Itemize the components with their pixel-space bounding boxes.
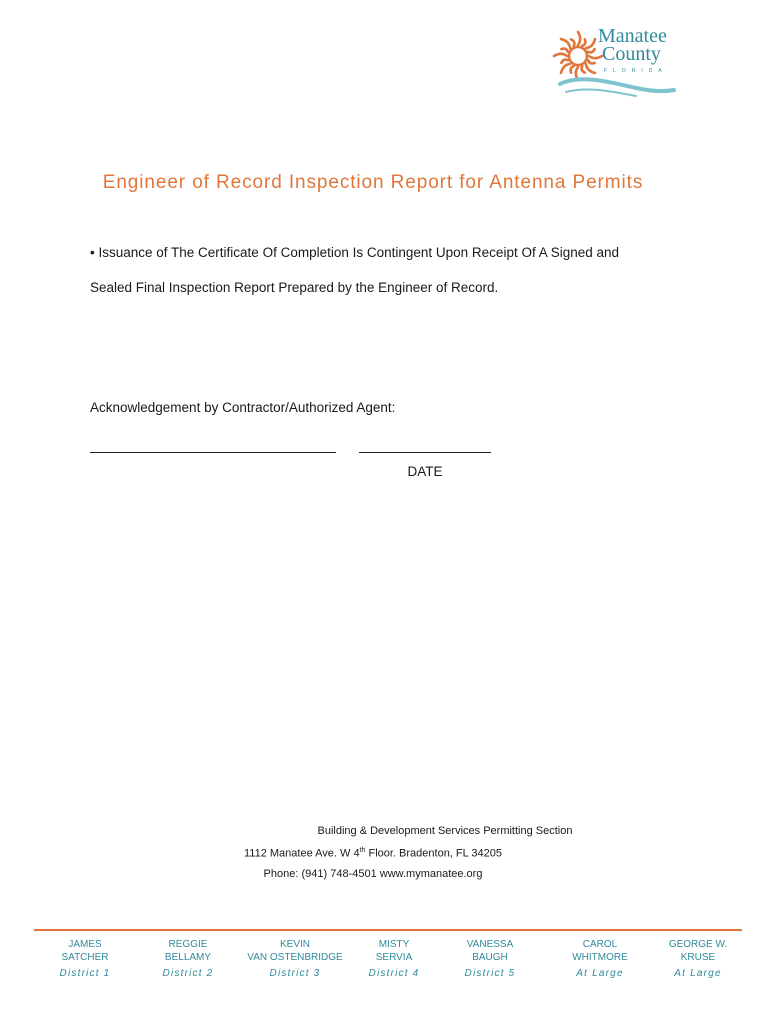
sun-ray-icon bbox=[571, 66, 574, 72]
sun-ray-icon bbox=[554, 54, 567, 56]
bullet-continuation: Sealed Final Inspection Report Prepared by the Engineer of Record. bbox=[90, 280, 499, 295]
commissioner-first-name: KEVIN bbox=[279, 939, 310, 950]
commissioner-item bbox=[658, 938, 738, 980]
commissioner-district: District 3 bbox=[269, 968, 321, 979]
commissioner-district: District 2 bbox=[162, 968, 214, 979]
date-line[interactable] bbox=[359, 452, 491, 453]
sun-ray-icon bbox=[571, 39, 574, 45]
commissioner-item bbox=[148, 938, 228, 980]
commissioner-last-name: WHITMORE bbox=[572, 952, 628, 963]
commissioner-district: District 4 bbox=[368, 968, 420, 979]
logo-text-florida: FLORIDA bbox=[604, 68, 668, 74]
sun-ray-icon bbox=[582, 39, 585, 45]
sun-ray-icon bbox=[578, 32, 580, 45]
sun-ray-icon bbox=[588, 49, 594, 52]
commissioner-item bbox=[354, 938, 434, 980]
commissioner-district: At Large bbox=[674, 968, 722, 979]
sun-ray-icon bbox=[561, 49, 567, 52]
footer-phone: Phone: (941) 748-4501 www.mymanatee.org bbox=[263, 868, 483, 880]
commissioner-last-name: VAN OSTENBRIDGE bbox=[247, 952, 343, 963]
commissioner-first-name: JAMES bbox=[68, 939, 102, 950]
commissioner-first-name: VANESSA bbox=[466, 939, 514, 950]
commissioner-last-name: SATCHER bbox=[61, 952, 109, 963]
sun-ray-icon bbox=[561, 60, 567, 63]
signature-line[interactable] bbox=[90, 452, 336, 453]
commissioner-last-name: KRUSE bbox=[680, 952, 716, 963]
acknowledgement-label: Acknowledgement by Contractor/Authorized Agent: bbox=[90, 400, 396, 415]
bullet-icon: • bbox=[90, 245, 99, 260]
commissioner-district: At Large bbox=[576, 968, 624, 979]
sun-ray-icon bbox=[561, 39, 570, 48]
footer-divider bbox=[34, 929, 742, 931]
bullet-item bbox=[90, 245, 619, 260]
commissioner-last-name: BAUGH bbox=[472, 952, 508, 963]
commissioner-last-name: BELLAMY bbox=[164, 952, 212, 963]
footer-section-name: Building & Development Services Permitting Section bbox=[317, 825, 573, 837]
sun-ray-icon bbox=[586, 39, 595, 48]
logo-text-manatee: Manatee bbox=[598, 25, 667, 47]
logo-text-county: County bbox=[602, 43, 661, 65]
commissioner-district: District 5 bbox=[464, 968, 516, 979]
sun-ray-icon bbox=[582, 66, 585, 72]
commissioner-item bbox=[450, 938, 530, 980]
manatee-county-logo bbox=[540, 22, 680, 102]
commissioner-first-name: CAROL bbox=[582, 939, 618, 950]
sun-ray-icon bbox=[589, 56, 602, 58]
commissioner-first-name: MISTY bbox=[378, 939, 410, 950]
address-ordinal: th bbox=[359, 847, 366, 854]
commissioner-first-name: GEORGE W. bbox=[668, 939, 728, 950]
commissioner-last-name: SERVIA bbox=[375, 952, 413, 963]
commissioner-item bbox=[560, 938, 640, 980]
sun-ray-icon bbox=[561, 64, 570, 73]
page-title: Engineer of Record Inspection Report for Antenna Permits bbox=[102, 172, 644, 193]
commissioner-first-name: REGGIE bbox=[168, 939, 208, 950]
commissioner-item bbox=[45, 938, 125, 980]
footer-address bbox=[0, 847, 746, 860]
date-label: DATE bbox=[407, 464, 443, 479]
address-street: 1112 Manatee Ave. W 4 bbox=[244, 847, 360, 860]
commissioner-item bbox=[240, 938, 350, 980]
commissioner-district: District 1 bbox=[59, 968, 111, 979]
address-city: Floor. Bradenton, FL 34205 bbox=[365, 847, 502, 860]
sun-ray-icon bbox=[586, 64, 595, 73]
bullet-text: Issuance of The Certificate Of Completion Is Contingent Upon Receipt Of A Signed and bbox=[98, 245, 620, 260]
sun-ray-icon bbox=[588, 60, 594, 63]
